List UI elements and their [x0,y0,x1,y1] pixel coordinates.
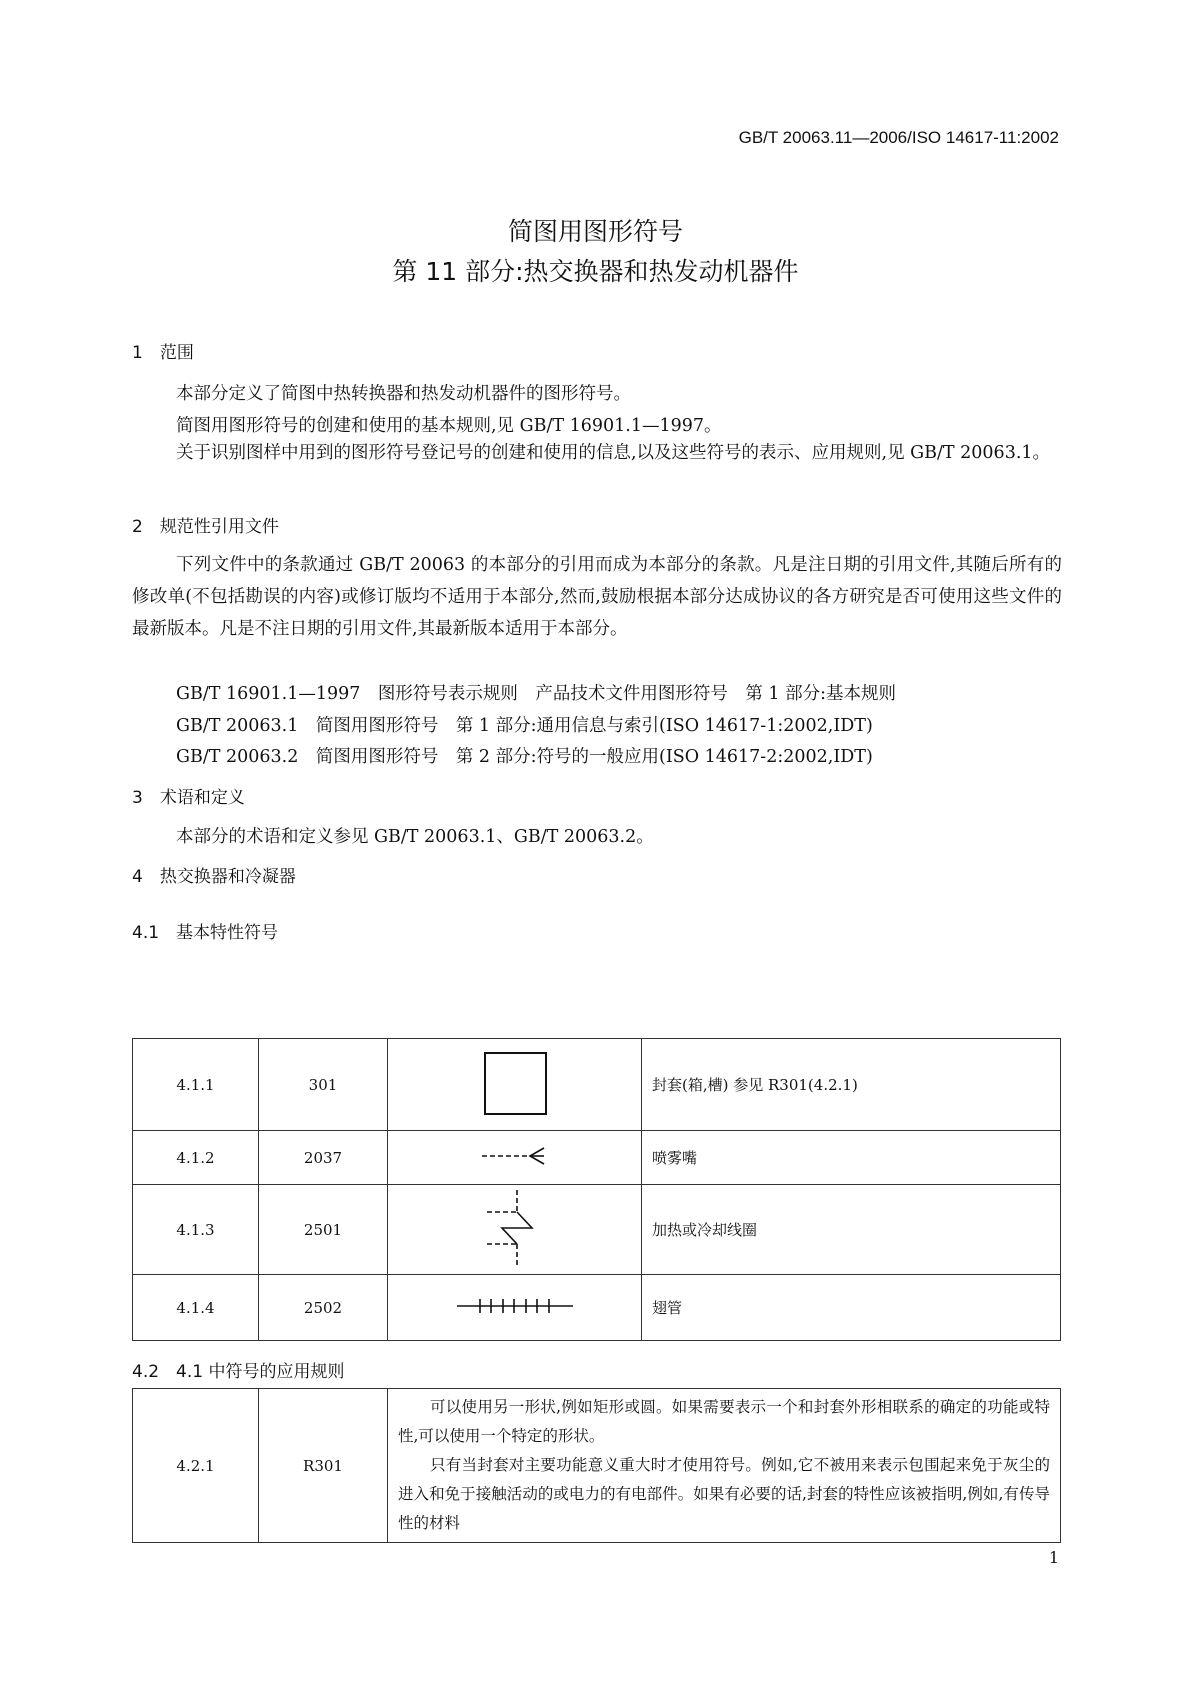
enclosure-square-icon [388,1039,642,1131]
paragraph: 本部分定义了简图中热转换器和热发动机器件的图形符号。 [176,384,631,404]
table-row [133,1039,1061,1131]
document-header: GB/T 20063.11—2006/ISO 14617-11:2002 [738,128,1059,147]
finned-tube-icon [388,1275,642,1341]
rule-text [388,1389,1061,1543]
spray-nozzle-icon [388,1131,642,1185]
title-main: 简图用图形符号 [507,217,683,246]
description: 封套(箱,槽) 参见 R301(4.2.1) [642,1039,1061,1131]
reference-item: GB/T 16901.1—1997 图形符号表示规则 产品技术文件用图形符号 第 1 部分:基本规则 [176,684,897,704]
item-number: 4.1.4 [133,1275,259,1341]
paragraph: 只有当封套对主要功能意义重大时才使用符号。例如,它不被用来表示包围起来免于灰尘的进入和免于接触活动的或电力的有电部件。如果有必要的话,封套的特性应该被指明,例如,有传导性的材料 [398,1456,1050,1532]
item-number: 4.1.2 [133,1131,259,1185]
registration-number: 301 [259,1039,388,1131]
heading-application-rules: 4.2 4.1 中符号的应用规则 [132,1362,345,1382]
item-number: 4.1.3 [133,1185,259,1275]
reference-item: GB/T 20063.2 简图用图形符号 第 2 部分:符号的一般应用(ISO 14617-2:2002,IDT) [176,747,873,767]
page-number: 1 [1048,1548,1059,1567]
paragraph: 本部分的术语和定义参见 GB/T 20063.1、GB/T 20063.2。 [176,827,654,847]
registration-number: R301 [259,1389,388,1543]
registration-number: 2037 [259,1131,388,1185]
symbols-table [132,1038,1061,1341]
heating-cooling-coil-icon [388,1185,642,1275]
heading-heat-exchangers: 4 热交换器和冷凝器 [132,867,296,887]
paragraph: 可以使用另一形状,例如矩形或圆。如果需要表示一个和封套外形相联系的确定的功能或特性,可以使用一个特定的形状。 [398,1398,1050,1445]
table-row [133,1131,1061,1185]
reference-item: GB/T 20063.1 简图用图形符号 第 1 部分:通用信息与索引(ISO 14617-1:2002,IDT) [176,716,873,736]
description: 加热或冷却线圈 [642,1185,1061,1275]
paragraph: 简图用图形符号的创建和使用的基本规则,见 GB/T 16901.1—1997。 [176,416,722,436]
registration-number: 2502 [259,1275,388,1341]
heading-terms: 3 术语和定义 [132,788,245,808]
description: 翅管 [642,1275,1061,1341]
heading-scope: 1 范围 [132,343,194,363]
table-row [133,1275,1061,1341]
paragraph: 下列文件中的条款通过 GB/T 20063 的本部分的引用而成为本部分的条款。凡是注日期的引用文件,其随后所有的修改单(不包括勘误的内容)或修订版均不适用于本部分,然而,鼓励根据本部分达成协议的各方研究是否可使用这些文件的最新版本。凡是不注日期的引用文件,其最新版本适用于本部分。 [132,555,1062,639]
title-part: 第 11 部分:热交换器和热发动机器件 [392,257,799,286]
heading-basic-symbols: 4.1 基本特性符号 [132,923,279,943]
item-number: 4.1.1 [133,1039,259,1131]
table-row [133,1389,1061,1543]
description: 喷雾嘴 [642,1131,1061,1185]
item-number: 4.2.1 [133,1389,259,1543]
table-row [133,1185,1061,1275]
paragraph: 关于识别图样中用到的图形符号登记号的创建和使用的信息,以及这些符号的表示、应用规则,见 GB/T 20063.1。 [176,443,1051,463]
registration-number: 2501 [259,1185,388,1275]
rules-table [132,1388,1061,1543]
heading-references: 2 规范性引用文件 [132,517,279,537]
